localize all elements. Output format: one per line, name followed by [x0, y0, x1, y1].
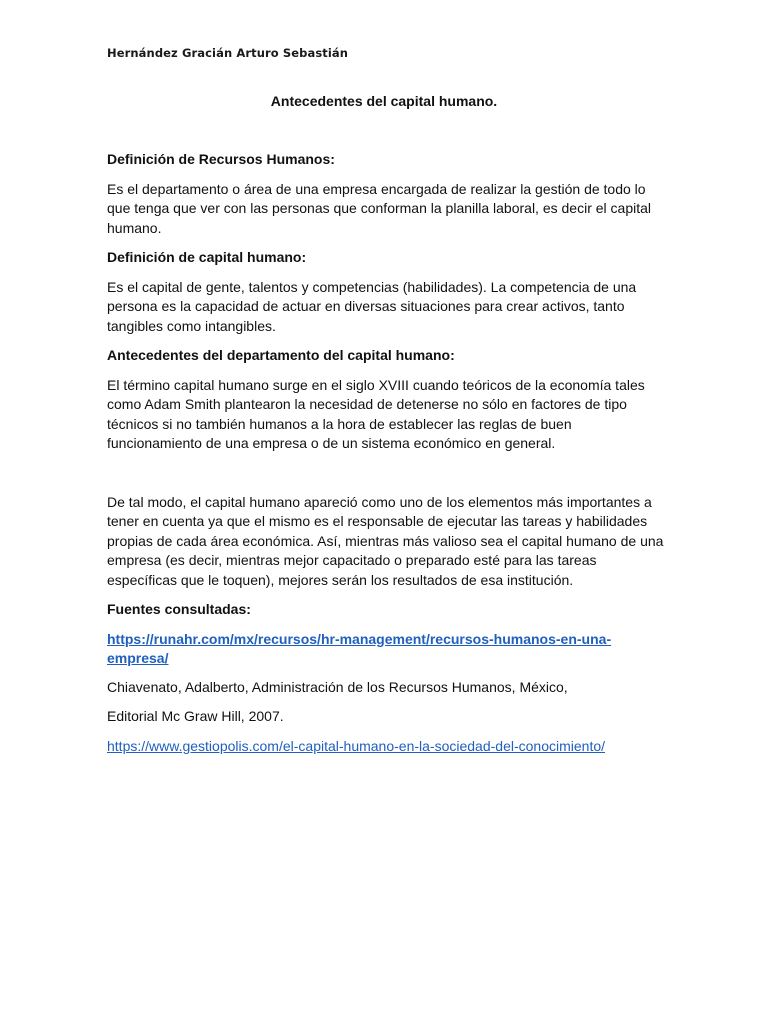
source-reference-chiavenato-line1: Chiavenato, Adalberto, Administración de los Recursos Humanos, México, [107, 678, 568, 695]
section-body-recursos-humanos: Es el departamento o área de una empresa encargada de realizar la gestión de todo lo que tenga que ver con las personas que conforman la planilla laboral, es decir el capital humano. [107, 180, 652, 236]
section-heading-capital-humano: Definición de capital humano: [107, 249, 307, 265]
source-link-gestiopolis[interactable]: https://www.gestiopolis.com/el-capital-humano-en-la-sociedad-del-conocimiento/ [107, 737, 606, 754]
section-heading-recursos-humanos: Definición de Recursos Humanos: [107, 151, 335, 167]
section-body-antecedentes: El término capital humano surge en el siglo XVIII cuando teóricos de la economía tales como Adam Smith plantearon la necesidad de detenerse no sólo en factores de tipo técnicos si no también humanos a la hora de establecer las reglas de buen funcionamiento de una empresa o de un sistema económico en general. [107, 376, 645, 451]
document-body [107, 150, 667, 766]
document-title: Antecedentes del capital humano. [270, 93, 498, 109]
source-link-runahr[interactable]: https://runahr.com/mx/recursos/hr-management/recursos-humanos-en-una-empresa/ [107, 630, 612, 666]
sources-heading: Fuentes consultadas: [107, 601, 251, 617]
section-body-capital-humano: Es el capital de gente, talentos y competencias (habilidades). La competencia de una persona es la capacidad de actuar en diversas situaciones para crear activos, tanto tangibles como intangibles. [107, 278, 637, 334]
author-name: Hernández Gracián Arturo Sebastián [107, 46, 349, 60]
section-heading-antecedentes: Antecedentes del departamento del capital humano: [107, 347, 455, 363]
source-reference-chiavenato-line2: Editorial Mc Graw Hill, 2007. [107, 708, 284, 724]
section-body-antecedentes-continued: De tal modo, el capital humano apareció como uno de los elementos más importantes a tener en cuenta ya que el mismo es el responsable de ejecutar las tareas y habilidades propias de cada área económica. Así, mientras más valioso sea el capital humano de una empresa (es decir, mientras mejor capacitado o preparado esté para las tareas específicas que le toquen), mejores serán los resultados de esa institución. [107, 493, 664, 588]
